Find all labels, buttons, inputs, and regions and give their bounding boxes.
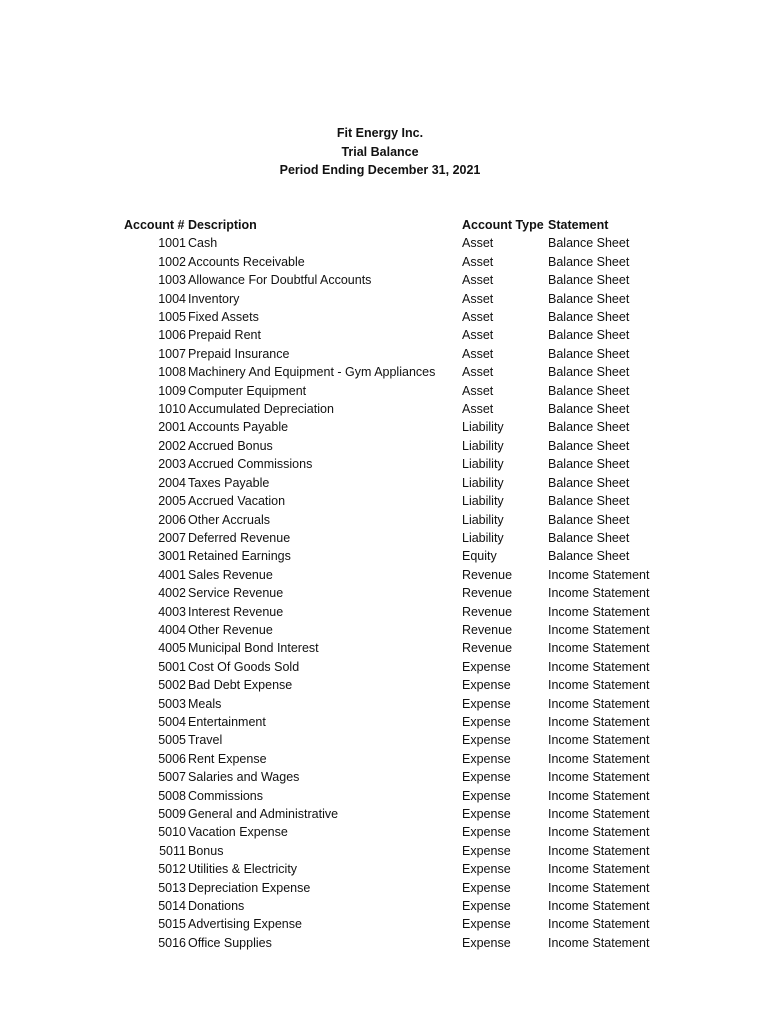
table-row [0,492,768,510]
table-row [0,584,768,602]
account-number-cell: 5009 [158,807,186,821]
statement-cell: Balance Sheet [548,402,630,417]
statement-cell: Income Statement [548,935,650,950]
account-type-cell: Asset [462,254,494,269]
table-row [0,658,768,676]
account-type-cell: Expense [462,770,511,785]
statement-cell: Income Statement [548,586,650,601]
account-type-cell: Asset [462,346,494,361]
account-type-cell: Liability [462,530,504,545]
account-number-cell: 1001 [158,236,186,251]
account-number-cell: 2007 [158,530,186,545]
statement-cell: Income Statement [548,678,650,693]
table-row [0,234,768,252]
description-cell: Commissions [188,788,264,803]
description-cell: Accrued Commissions [188,457,313,472]
table-header-row [0,216,768,234]
report-header [0,124,760,180]
statement-cell: Balance Sheet [548,236,630,251]
account-type-cell: Liability [462,512,504,527]
description-cell: Meals [188,696,222,711]
statement-cell: Balance Sheet [548,291,630,306]
table-row [0,437,768,455]
table-row [0,290,768,308]
account-type-cell: Asset [462,328,494,343]
account-type-cell: Liability [462,438,504,453]
table-row [0,879,768,897]
statement-cell: Balance Sheet [548,328,630,343]
statement-cell: Income Statement [548,770,650,785]
statement-cell: Income Statement [548,733,650,748]
statement-cell: Balance Sheet [548,254,630,269]
statement-cell: Balance Sheet [548,512,630,527]
table-row [0,639,768,657]
trial-balance-table [0,216,768,952]
description-cell: Interest Revenue [188,604,284,619]
table-row [0,621,768,639]
description-cell: Vacation Expense [188,825,288,840]
table-row [0,474,768,492]
description-cell: Cost Of Goods Sold [188,659,300,674]
account-type-cell: Expense [462,917,511,932]
account-type-cell: Revenue [462,567,513,582]
account-type-cell: Revenue [462,586,513,601]
account-number-cell: 5014 [158,899,186,914]
account-number-cell: 5004 [158,714,186,729]
table-row [0,860,768,878]
table-row [0,695,768,713]
account-type-cell: Expense [462,843,511,858]
statement-cell: Income Statement [548,696,650,711]
account-number-cell: 1004 [158,291,186,306]
statement-cell: Income Statement [548,880,650,895]
statement-cell: Income Statement [548,825,650,840]
statement-cell: Income Statement [548,567,650,582]
statement-cell: Income Statement [548,622,650,637]
description-cell: Retained Earnings [188,549,291,564]
description-cell: Accrued Vacation [188,494,286,509]
statement-cell: Balance Sheet [548,438,630,453]
description-cell: Sales Revenue [188,567,273,582]
description-cell: Cash [188,236,218,251]
description-cell: Salaries and Wages [188,770,300,785]
account-type-cell: Expense [462,862,511,877]
statement-cell: Income Statement [548,788,650,803]
table-row [0,418,768,436]
table-row [0,731,768,749]
description-cell: Advertising Expense [188,917,302,932]
account-number-cell: 5015 [158,917,186,932]
account-number-cell: 4003 [158,604,186,619]
account-number-cell: 4001 [158,567,186,582]
account-type-cell: Asset [462,383,494,398]
statement-cell: Income Statement [548,807,650,821]
description-cell: Bad Debt Expense [188,678,293,693]
description-cell: Bonus [188,843,224,858]
account-type-cell: Expense [462,935,511,950]
description-cell: Deferred Revenue [188,530,291,545]
table-row [0,768,768,786]
account-number-cell: 5012 [158,862,186,877]
account-number-cell: 2006 [158,512,186,527]
statement-cell: Balance Sheet [548,310,630,325]
table-row [0,713,768,731]
account-number-cell: 5008 [158,788,186,803]
description-cell: Prepaid Rent [188,328,261,343]
table-row [0,529,768,547]
account-type-cell: Expense [462,788,511,803]
table-row [0,271,768,289]
account-number-cell: 2003 [158,457,186,472]
table-row [0,915,768,933]
statement-cell: Balance Sheet [548,346,630,361]
account-type-cell: Revenue [462,641,513,656]
statement-cell: Balance Sheet [548,420,630,435]
statement-cell: Balance Sheet [548,365,630,380]
statement-cell: Income Statement [548,641,650,656]
table-row [0,253,768,271]
description-cell: General and Administrative [188,807,339,821]
account-number-cell: 2002 [158,438,186,453]
statement-cell: Balance Sheet [548,549,630,564]
description-cell: Municipal Bond Interest [188,641,319,656]
account-type-cell: Asset [462,402,494,417]
account-type-cell: Expense [462,678,511,693]
description-cell: Inventory [188,291,240,306]
table-row [0,382,768,400]
account-number-cell: 1008 [158,365,186,380]
account-number-cell: 5006 [158,751,186,766]
account-number-cell: 1003 [158,273,186,288]
account-type-cell: Asset [462,365,494,380]
account-type-cell: Revenue [462,622,513,637]
table-row [0,842,768,860]
account-number-cell: 3001 [158,549,186,564]
account-type-cell: Asset [462,236,494,251]
column-header-description: Description [188,218,257,232]
report-title: Trial Balance [341,144,419,159]
description-cell: Depreciation Expense [188,880,311,895]
account-number-cell: 4002 [158,586,186,601]
description-cell: Accumulated Depreciation [188,402,334,417]
account-number-cell: 4005 [158,641,186,656]
statement-cell: Income Statement [548,862,650,877]
statement-cell: Income Statement [548,899,650,914]
account-type-cell: Expense [462,825,511,840]
statement-cell: Income Statement [548,843,650,858]
account-number-cell: 1007 [158,346,186,361]
account-number-cell: 2004 [158,475,186,490]
account-type-cell: Liability [462,420,504,435]
statement-cell: Income Statement [548,659,650,674]
account-type-cell: Liability [462,457,504,472]
description-cell: Office Supplies [188,935,272,950]
account-number-cell: 1010 [158,402,186,417]
account-type-cell: Asset [462,273,494,288]
table-row [0,823,768,841]
table-row [0,326,768,344]
report-period: Period Ending December 31, 2021 [279,163,481,177]
table-row [0,934,768,952]
account-number-cell: 5011 [159,843,186,858]
table-row [0,787,768,805]
column-header-account-type: Account Type [462,218,544,232]
account-number-cell: 1002 [158,254,186,269]
description-cell: Donations [188,899,245,914]
account-number-cell: 2005 [158,494,186,509]
account-type-cell: Expense [462,880,511,895]
account-type-cell: Equity [462,549,497,564]
account-number-cell: 2001 [158,420,186,435]
table-row [0,455,768,473]
account-type-cell: Expense [462,733,511,748]
company-name: Fit Energy Inc. [336,126,424,140]
statement-cell: Balance Sheet [548,273,630,288]
table-row [0,805,768,823]
account-type-cell: Revenue [462,604,513,619]
statement-cell: Balance Sheet [548,475,630,490]
account-number-cell: 5013 [158,880,186,895]
statement-cell: Balance Sheet [548,530,630,545]
description-cell: Machinery And Equipment - Gym Appliances [188,365,436,380]
table-row [0,345,768,363]
description-cell: Travel [188,733,223,748]
account-type-cell: Liability [462,475,504,490]
statement-cell: Balance Sheet [548,383,630,398]
account-number-cell: 5001 [158,659,186,674]
description-cell: Utilities & Electricity [188,862,298,877]
account-number-cell: 5005 [158,733,186,748]
account-number-cell: 1005 [158,310,186,325]
account-number-cell: 5010 [158,825,186,840]
statement-cell: Balance Sheet [548,457,630,472]
table-row [0,676,768,694]
description-cell: Computer Equipment [188,383,307,398]
account-number-cell: 1006 [158,328,186,343]
table-row [0,308,768,326]
column-header-account: Account # [124,218,185,232]
description-cell: Entertainment [188,714,266,729]
description-cell: Service Revenue [188,586,284,601]
statement-cell: Balance Sheet [548,494,630,509]
table-row [0,400,768,418]
statement-cell: Income Statement [548,751,650,766]
account-number-cell: 4004 [158,622,186,637]
table-row [0,511,768,529]
statement-cell: Income Statement [548,917,650,932]
account-type-cell: Liability [462,494,504,509]
account-number-cell: 5002 [158,678,186,693]
account-type-cell: Expense [462,659,511,674]
description-cell: Other Revenue [188,622,273,637]
account-type-cell: Asset [462,310,494,325]
table-row [0,603,768,621]
description-cell: Accounts Payable [188,420,289,435]
statement-cell: Income Statement [548,714,650,729]
account-type-cell: Expense [462,696,511,711]
description-cell: Rent Expense [188,751,267,766]
table-row [0,897,768,915]
account-number-cell: 5016 [158,935,186,950]
table-row [0,363,768,381]
account-number-cell: 5003 [158,696,186,711]
description-cell: Accrued Bonus [188,438,273,453]
table-row [0,566,768,584]
statement-cell: Income Statement [548,604,650,619]
account-type-cell: Expense [462,751,511,766]
description-cell: Fixed Assets [188,310,259,325]
description-cell: Taxes Payable [188,475,270,490]
description-cell: Allowance For Doubtful Accounts [188,273,372,288]
account-number-cell: 1009 [158,383,186,398]
column-header-statement: Statement [548,218,609,232]
account-type-cell: Expense [462,807,511,821]
account-type-cell: Expense [462,899,511,914]
account-type-cell: Expense [462,714,511,729]
description-cell: Prepaid Insurance [188,346,290,361]
description-cell: Accounts Receivable [188,254,305,269]
description-cell: Other Accruals [188,512,270,527]
table-row [0,547,768,565]
table-row [0,750,768,768]
account-type-cell: Asset [462,291,494,306]
account-number-cell: 5007 [158,770,186,785]
